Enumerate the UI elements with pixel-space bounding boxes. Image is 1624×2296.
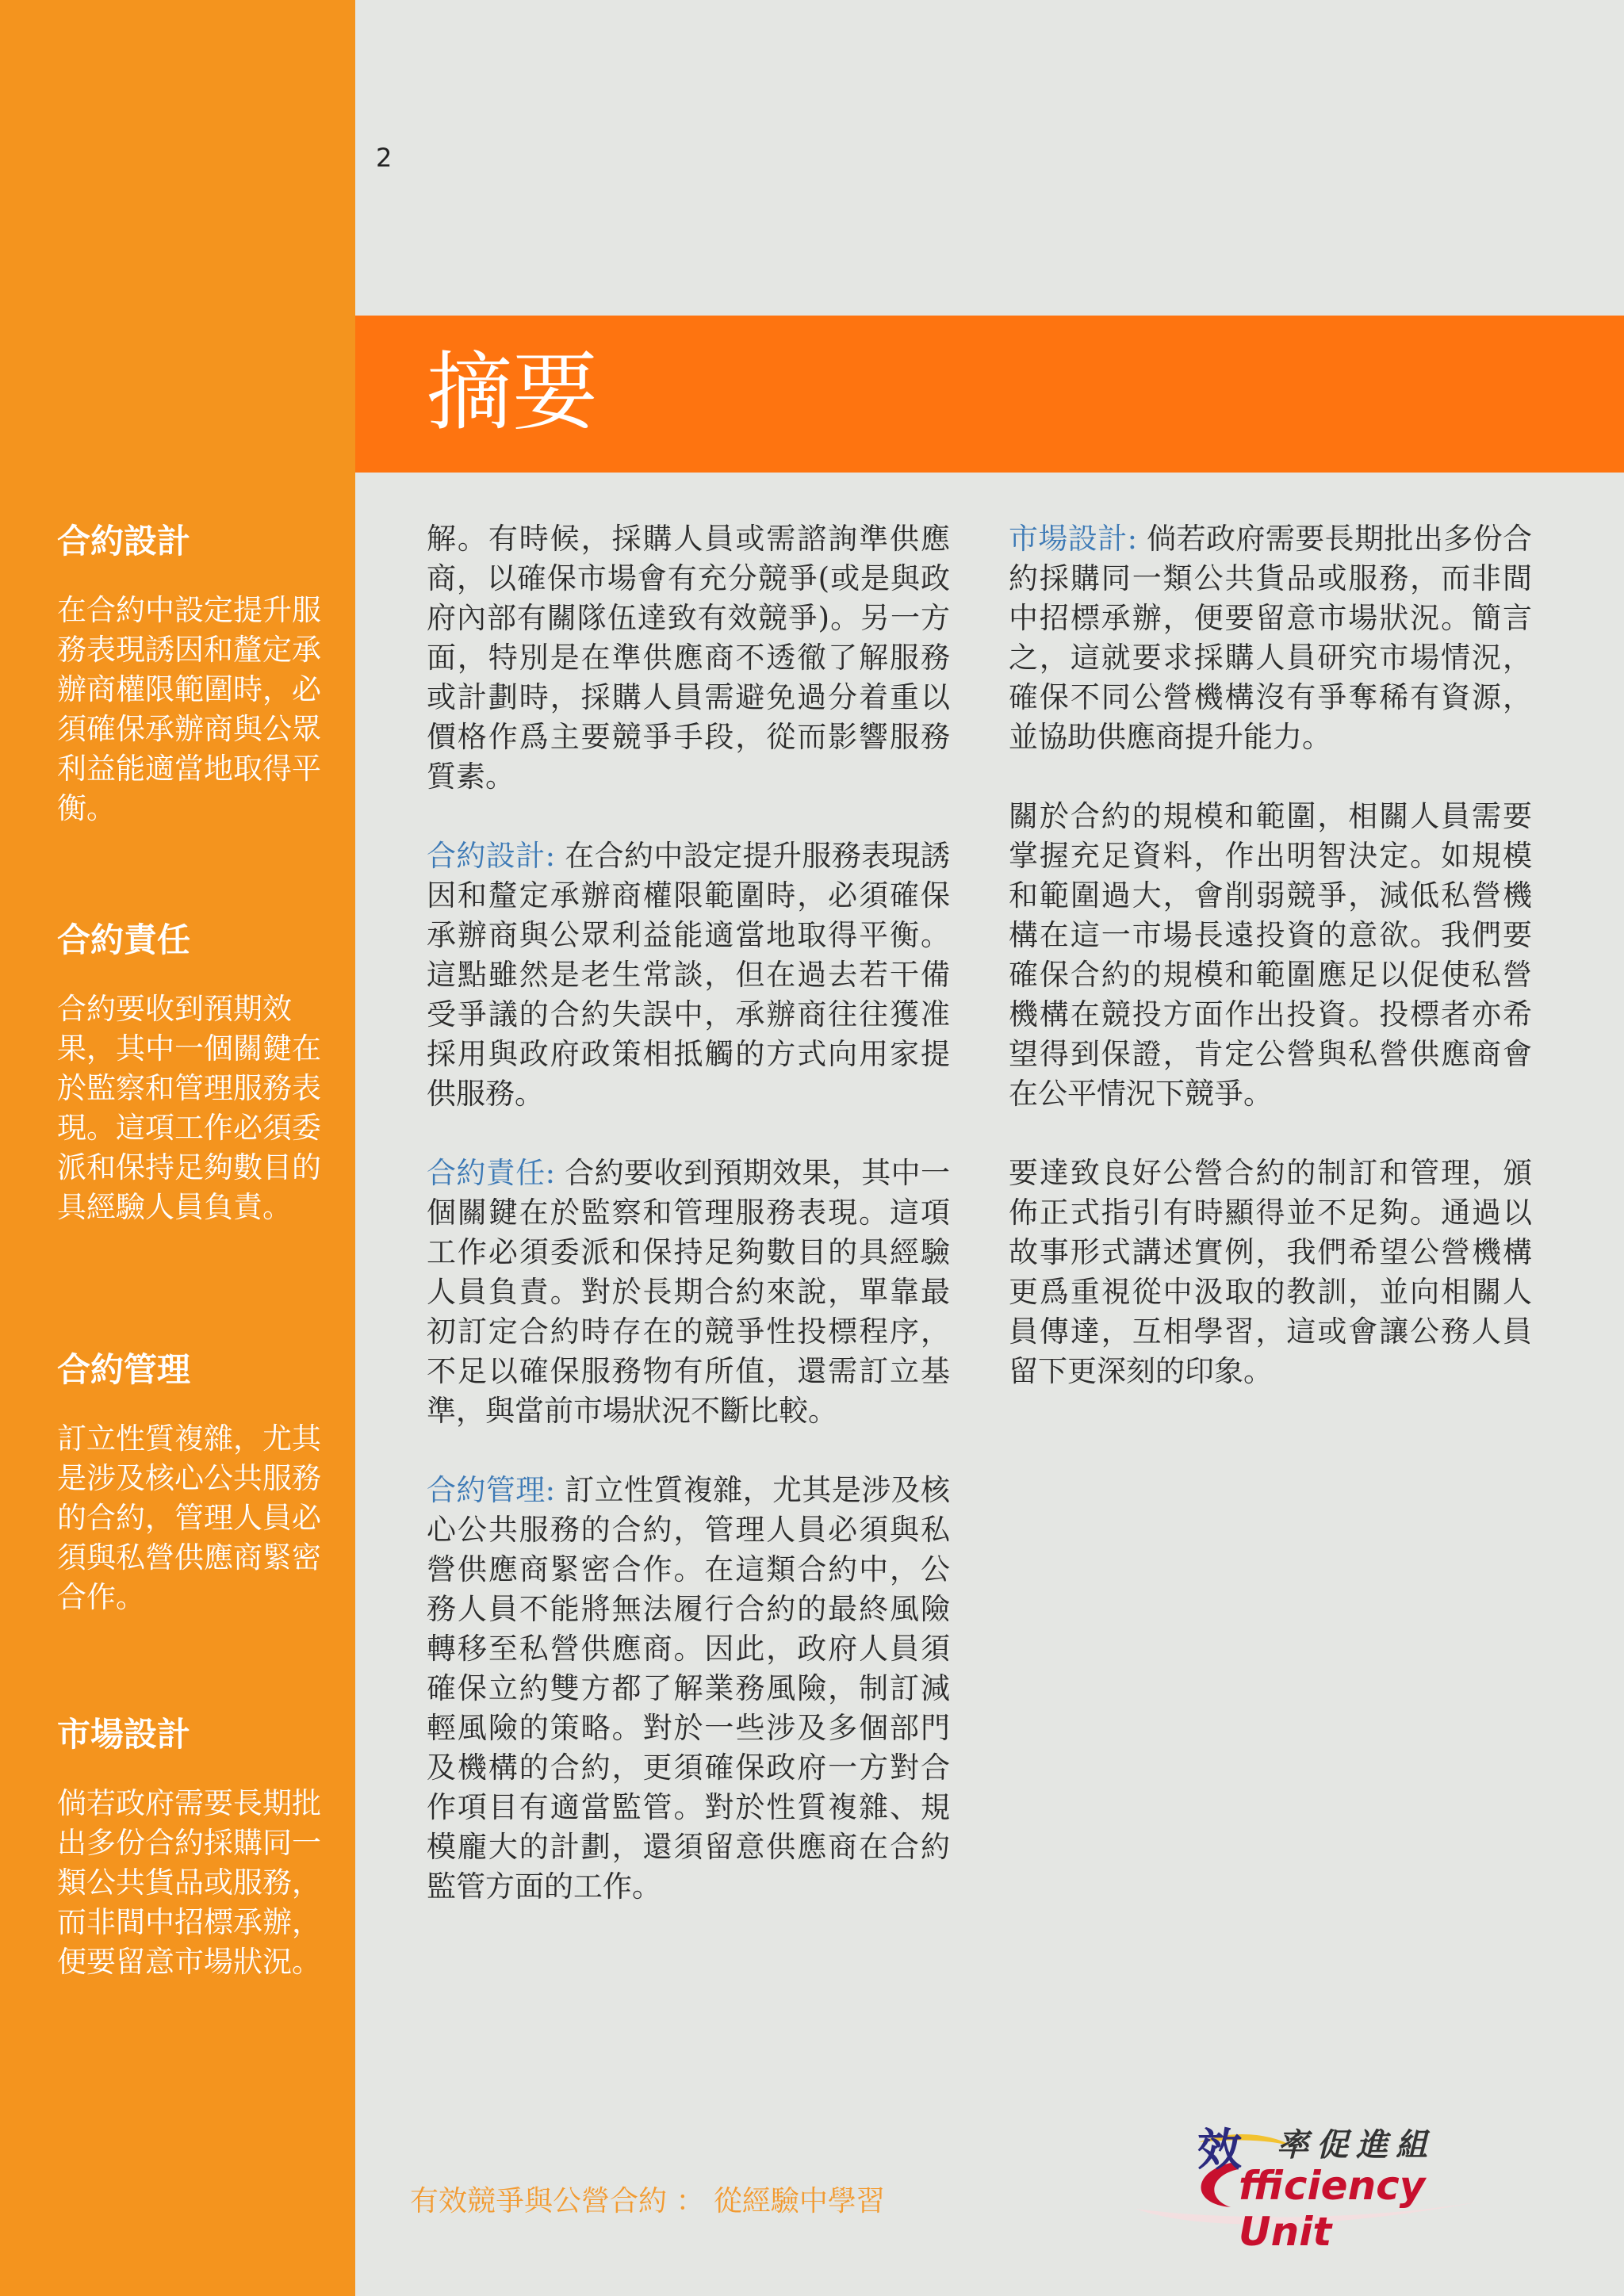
title-banner <box>355 316 1624 473</box>
paragraph-text: 合約要收到預期效果，其中一個關鍵在於監察和管理服務表現。這項工作必須委派和保持足夠數目的具經驗人員負責。對於長期合約來說，單靠最初訂定合約時存在的競爭性投標程序，不足以確保服務物有所值，還需訂立基準，與當前市場狀況不斷比較。 <box>427 1156 950 1428</box>
paragraph-text: 訂立性質複雜，尤其是涉及核心公共服務的合約，管理人員必須與私營供應商緊密合作。在這類合約中，公務人員不能將無法履行合約的最終風險轉移至私營供應商。因此，政府人員須確保立約雙方都了解業務風險，制訂減輕風險的策略。對於一些涉及多個部門及機構的合約，更須確保政府一方對合作項目有適當監管。對於性質複雜、規模龐大的計劃，還須留意供應商在合約監管方面的工作。 <box>427 1473 950 1904</box>
body-paragraph <box>427 1471 950 1907</box>
sidebar-text: 訂立性質複雜，尤其是涉及核心公共服務的合約，管理人員必須與私營供應商緊密合作。 <box>57 1422 321 1614</box>
sidebar-text: 合約要收到預期效果，其中一個關鍵在於監察和管理服務表現。這項工作必須委派和保持足夠數目的具經驗人員負責。 <box>57 992 321 1224</box>
paragraph-text: 關於合約的規模和範圍，相關人員需要掌握充足資料，作出明智決定。如規模和範圍過大，會削弱競爭，減低私營機構在這一市場長遠投資的意欲。我們要確保合約的規模和範圍應足以促使私營機構在競投方面作出投資。投標者亦希望得到保證，肯定公營與私營供應商會在公平情況下競爭。 <box>1009 799 1532 1111</box>
paragraph-text: 解。有時候，採購人員或需諮詢準供應商，以確保市場會有充分競爭(或是與政府內部有關隊伍達致有效競爭)。另一方面，特別是在準供應商不透徹了解服務或計劃時，採購人員需避免過分着重以價格作爲主要競爭手段，從而影響服務質素。 <box>427 522 950 794</box>
body-paragraph <box>427 836 950 1114</box>
body-paragraph <box>1009 797 1532 1114</box>
paragraph-text: 要達致良好公營合約的制訂和管理，頒佈正式指引有時顯得並不足夠。通過以故事形式講述實例，我們希望公營機構更爲重視從中汲取的教訓，並向相關人員傳達，互相學習，這或會讓公務人員留下更深刻的印象。 <box>1009 1156 1532 1388</box>
body-paragraph <box>1009 519 1532 757</box>
paragraph-keyword: 合約責任: <box>427 1156 556 1190</box>
sidebar-text: 倘若政府需要長期批出多份合約採購同一類公共貨品或服務，而非間中招標承辦，便要留意市場狀況。 <box>57 1786 321 1979</box>
sidebar-section-contract-management <box>57 1348 331 1617</box>
sidebar-section-contract-design <box>57 519 331 828</box>
sidebar <box>0 0 355 2296</box>
body-paragraph <box>427 519 950 797</box>
body-column-right <box>1009 519 1532 1431</box>
sidebar-heading: 合約責任 <box>57 920 191 959</box>
logo-chinese-text: 率促進組 <box>1277 2127 1435 2164</box>
sidebar-heading: 市場設計 <box>57 1715 191 1754</box>
page-number: 2 <box>376 143 393 173</box>
efficiency-unit-logo <box>1112 2115 1516 2255</box>
sidebar-heading: 合約設計 <box>57 522 191 561</box>
paragraph-keyword: 市場設計: <box>1009 522 1138 556</box>
logo-glyph: 效 <box>1197 2125 1242 2176</box>
body-paragraph <box>427 1154 950 1431</box>
paragraph-text: 倘若政府需要長期批出多份合約採購同一類公共貨品或服務，而非間中招標承辦，便要留意市場狀況。簡言之，這就要求採購人員研究市場情況，確保不同公營機構沒有爭奪稀有資源，並協助供應商提升能力。 <box>1009 522 1532 754</box>
sidebar-section-contract-responsibility <box>57 918 331 1227</box>
page-title: 摘要 <box>427 343 599 442</box>
paragraph-keyword: 合約管理: <box>427 1473 556 1507</box>
body-column-middle <box>427 519 950 1946</box>
paragraph-keyword: 合約設計: <box>427 839 556 873</box>
sidebar-text: 在合約中設定提升服務表現誘因和釐定承辦商權限範圍時，必須確保承辦商與公眾利益能適當地取得平衡。 <box>57 593 321 825</box>
logo-english-text: fficiency Unit <box>1239 2163 1426 2255</box>
paragraph-text: 在合約中設定提升服務表現誘因和釐定承辦商權限範圍時，必須確保承辦商與公眾利益能適當地取得平衡。這點雖然是老生常談，但在過去若干備受爭議的合約失誤中，承辦商往往獲准採用與政府政策相抵觸的方式向用家提供服務。 <box>427 839 950 1111</box>
sidebar-heading: 合約管理 <box>57 1350 191 1389</box>
sidebar-section-market-design <box>57 1712 331 1982</box>
body-paragraph <box>1009 1154 1532 1391</box>
footer-caption: 有效競爭與公營合約 ： 從經驗中學習 <box>410 2185 885 2218</box>
